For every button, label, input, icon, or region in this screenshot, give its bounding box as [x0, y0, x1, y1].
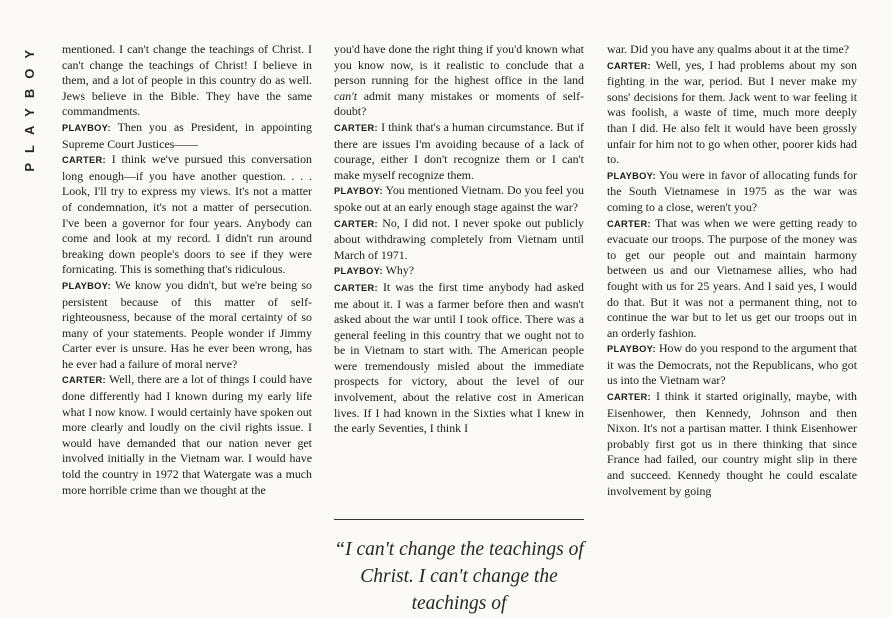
magazine-sidebar-label: PLAYBOY [22, 40, 37, 172]
paragraph-text: How do you respond to the argument that it was the Democrats, not the Republicans, who got us into the Vietnam war? [607, 341, 857, 388]
paragraph [334, 120, 584, 183]
paragraph [334, 42, 584, 120]
pullquote-rule [334, 519, 584, 520]
paragraph [62, 278, 312, 373]
paragraph [607, 216, 857, 342]
paragraph-text: You were in favor of allocating funds for the South Vietnamese in 1975 as the war was coming to a close, weren't you? [607, 167, 857, 214]
emphasis: can't [334, 88, 358, 103]
paragraph [334, 183, 584, 215]
text-column-3 [607, 42, 857, 499]
speaker-label-playboy: PLAYBOY: [334, 266, 383, 277]
paragraph-text: You mentioned Vietnam. Do you feel you spoke out at an early enough stage against the war? [334, 183, 584, 214]
speaker-label-carter: CARTER: [334, 122, 378, 133]
paragraph [334, 263, 584, 280]
speaker-label-carter: CARTER: [62, 155, 106, 166]
speaker-label-playboy: PLAYBOY: [62, 280, 111, 291]
paragraph [334, 280, 584, 437]
speaker-label-playboy: PLAYBOY: [334, 186, 383, 197]
paragraph-text: Then you as President, in appointing Supreme Court Justices—— [62, 119, 312, 151]
paragraph-text: We know you didn't, but we're being so persistent because of this matter of self-righteousness, because of the moral certainty of so many of your statements. People wonder if Jimmy Carter ever is unsure. Has he ever been wrong, has he ever had a failure of moral nerve? [62, 277, 312, 371]
paragraph-text: admit many mistakes or moments of self-doubt? [334, 88, 584, 119]
paragraph [334, 216, 584, 264]
paragraph-text: I think we've pursued this conversation long enough—if you have another question. . . . Look, I'll try to express my views. It's not a matter of condemnation, it's not a matter of persecution. I've been a governor for four years. Anybody can come and look at my record. I didn't run around breaking down people's doors to see if they were fornicating. This is something that's ridiculous. [62, 152, 312, 277]
speaker-label-carter: CARTER: [607, 60, 651, 71]
paragraph [62, 152, 312, 278]
paragraph-text: I think that's a human circumstance. But if there are issues I'm avoiding because of a lack of courage, either I don't recognize them or I can't make myself recognize them. [334, 119, 584, 182]
paragraph [607, 168, 857, 216]
paragraph-text: That was when we were getting ready to evacuate our troops. The purpose of the money was to get our people out and maintain harmony between us and our Vietnamese allies, who had fought with us for 25 years. And I said yes, I would do that. But it was not a permanent thing, not to continue the war but to let us get our troops out in an orderly fashion. [607, 215, 857, 340]
paragraph [607, 58, 857, 168]
paragraph-text: I think it started originally, maybe, with Eisenhower, then Kennedy, Johnson and then Nixon. It's not a partisan matter. I think Eisenhower probably first got us in there thinking that since France had failed, our country might slip in there and succeed. Kennedy thought he could escalate involvement by going [607, 389, 857, 498]
paragraph-text: Well, yes, I had problems about my son fighting in the war, period. But I never make my sons' decisions for them. Jack went to war feeling it was foolish, a waste of time, much more deeply than I did. He also felt it would have been grossly unfair for him not to go when other, poorer kids had to. [607, 57, 857, 167]
speaker-label-playboy: PLAYBOY: [607, 344, 656, 355]
speaker-label-carter: CARTER: [607, 392, 651, 403]
speaker-label-carter: CARTER: [607, 218, 651, 229]
paragraph [62, 372, 312, 498]
paragraph [607, 389, 857, 499]
paragraph-text: Well, there are a lot of things I could have done differently had I known during my early life what I now know. I would certainly have spoken out more clearly and loudly on the civil rights issue. I would have demanded that our nation never get involved initially in the Vietnam war. I would have told the country in 1972 that Watergate was a much more horrible crime than we thought at the [62, 372, 312, 497]
paragraph-text: Why? [382, 263, 415, 278]
paragraph [62, 120, 312, 152]
paragraph: mentioned. I can't change the teachings of Christ. I can't change the teachings of Christ! I believe in them, and a lot of people in this country do as well. Jews believe in the Bible. They have the same commandments. [62, 42, 312, 119]
speaker-label-playboy: PLAYBOY: [607, 170, 656, 181]
paragraph-text: It was the first time anybody had asked me about it. I was a farmer before then and wasn't asked about the war until I took office. There was a general feeling in this country that we ought not to be in Vietnam to start with. The American people were tremendously misled about the immediate prospects for victory, about the level of our involvement, about the relative cost in American lives. If I had known in the Sixties what I knew in the early Seventies, I think I [334, 279, 584, 436]
paragraph-text: No, I did not. I never spoke out publicly about withdrawing completely from Vietnam until March of 1971. [334, 215, 584, 262]
speaker-label-carter: CARTER: [62, 375, 106, 386]
text-column-2 [334, 42, 584, 437]
speaker-label-carter: CARTER: [334, 218, 378, 229]
paragraph-text: you'd have done the right thing if you'd known what you know now, is it realistic to conclude that a person running for the highest office in the land [334, 42, 584, 88]
speaker-label-carter: CARTER: [334, 282, 378, 293]
text-column-1 [62, 42, 312, 498]
paragraph: war. Did you have any qualms about it at the time? [607, 42, 850, 56]
pullquote: “I can't change the teachings of Christ. I can't change the teachings of [334, 539, 584, 614]
speaker-label-playboy: PLAYBOY: [62, 122, 111, 133]
paragraph [607, 341, 857, 389]
